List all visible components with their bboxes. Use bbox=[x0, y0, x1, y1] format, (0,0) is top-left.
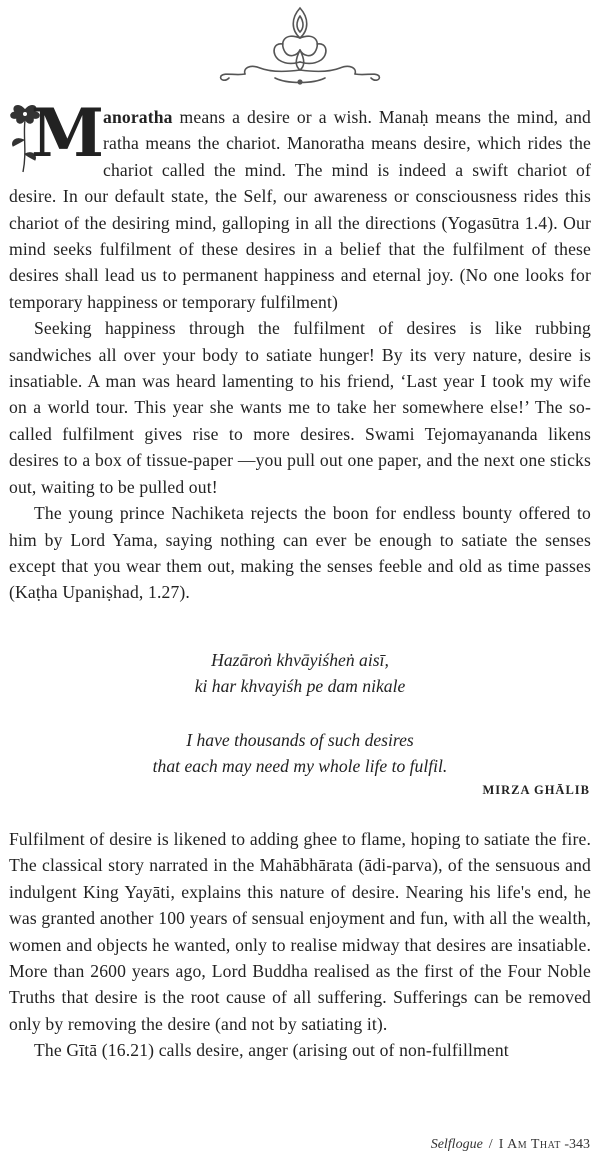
verse-line-4: that each may need my whole life to fulfil. bbox=[152, 756, 448, 776]
footer-title: I Am That bbox=[498, 1137, 561, 1152]
page-number: -343 bbox=[564, 1137, 590, 1152]
paragraph-4: Fulfilment of desire is likened to adding ghee to flame, hoping to satiate the fire. The classical story narrated in the Mahābhārata (ādi-parva), of the sensuous and indulgent King Yayāti, explains this nature of desire. Nearing his life's end, he was granted another 100 years of sensual enjoyment and fun, with all the wealth, women and objects he wanted, only to realise midway that desires are insatiable. More than 2600 years ago, Lord Buddha realised as the first of the Four Noble Truths that desire is the root cause of all suffering. Sufferings can be removed only by removing the desire (and not by satiating it). bbox=[9, 829, 591, 1034]
lead-word: anoratha bbox=[103, 107, 173, 127]
verse-line-2: ki har khvayiśh pe dam nikale bbox=[194, 676, 406, 696]
lotus-ornament-icon bbox=[215, 2, 385, 88]
footer-separator: / bbox=[488, 1137, 493, 1152]
verse-line-3: I have thousands of such desires bbox=[186, 730, 414, 750]
paragraph-5: The Gītā (16.21) calls desire, anger (arising out of non-fulfillment bbox=[34, 1040, 509, 1061]
section-2 bbox=[9, 826, 591, 1064]
paragraph-1 bbox=[9, 94, 591, 315]
verse-line-1: Hazāroṅ khvāyiśheṅ aisī, bbox=[211, 650, 389, 670]
footer-book-name: Selflogue bbox=[430, 1137, 483, 1152]
dropcap-letter: M bbox=[31, 94, 105, 172]
verse-original bbox=[0, 647, 600, 699]
page-footer bbox=[431, 1137, 590, 1153]
paragraph-3: The young prince Nachiketa rejects the boon for endless bounty offered to him by Lord Yama, saying nothing can ever be enough to satiate the senses except that you wear them out, making the senses feeble and old as time passes (Kaṭha Upaniṣhad, 1.27). bbox=[9, 503, 591, 603]
verse-attribution: MIRZA GHĀLIB bbox=[482, 783, 590, 797]
verse-translation bbox=[0, 727, 600, 779]
paragraph-1-text: means a desire or a wish. Manaḥ means the mind, and ratha means the chariot. Manoratha means desire, which rides the chariot called the mind. The mind is indeed a swift chariot of desire. In our default state, the Self, our awareness or consciousness rides this chariot of the desiring mind, galloping in all the directions (Yogasūtra 1.4). Our mind seeks fulfilment of these desires in a belief that the fulfilment of these desires shall lead us to permanent happiness and eternal joy. (No one looks for temporary happiness or temporary fulfilment) bbox=[9, 107, 591, 312]
paragraph-2: Seeking happiness through the fulfilment of desires is like rubbing sandwiches all over your body to satiate hunger! By its very nature, desire is insatiable. A man was heard lamenting to his friend, ‘Last year I took my wife on a world tour. This year she wants me to take her somewhere else!’ The so-called fulfilment gives rise to more desires. Swami Tejomayananda likens desires to a box of tissue-paper —you pull out one paper, and the next one sticks out, waiting to be pulled out! bbox=[9, 318, 591, 497]
section-1 bbox=[9, 94, 591, 606]
dropcap bbox=[9, 94, 105, 172]
